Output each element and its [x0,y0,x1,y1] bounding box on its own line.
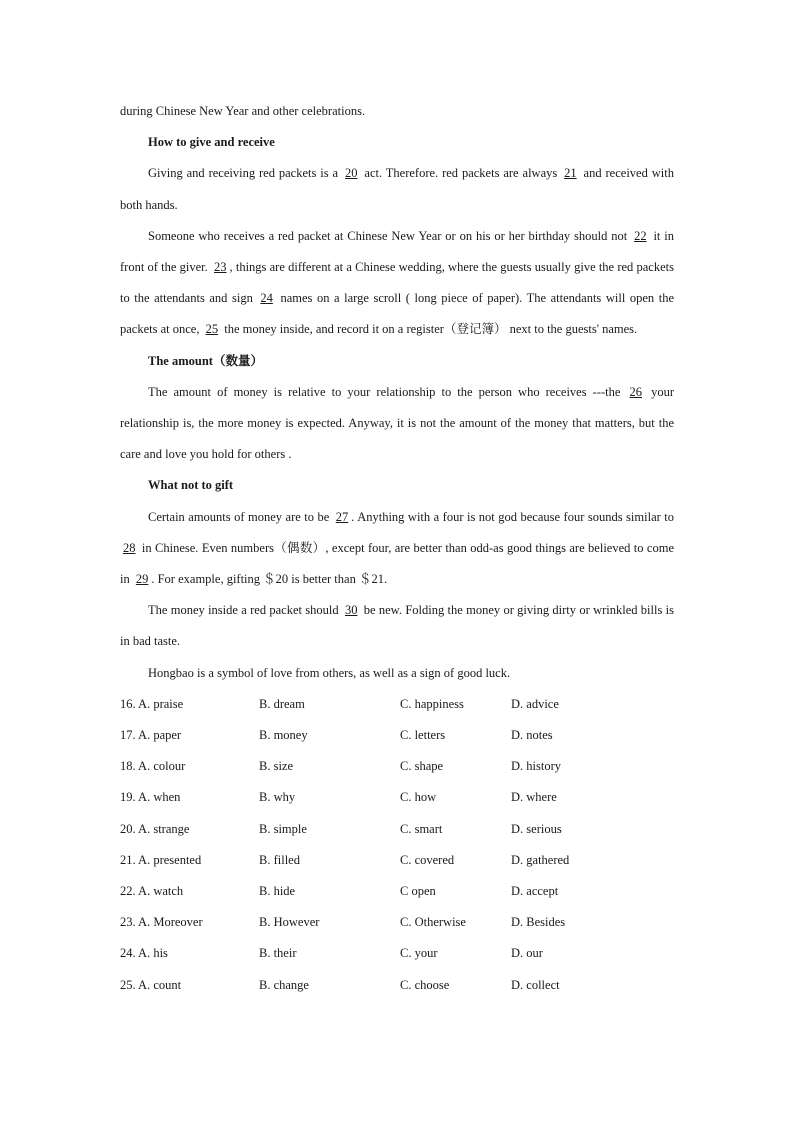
option-row [120,782,674,813]
paragraph-amount: The amount of money is relative to your relationship to the person who receives ---the 26 your relationship is, the more money is expected. Anyway, it is not the amount of the money that matters, but the care and love you hold for others . [120,384,674,462]
option-c: C. how [400,790,437,805]
option-c: C. covered [400,852,455,867]
option-d: D. notes [511,728,553,743]
option-b: B. filled [259,852,300,867]
option-row [120,907,674,938]
option-row [120,814,674,845]
option-row [120,970,674,1001]
blank-28: 28 [123,540,136,555]
option-b: B. simple [259,821,307,836]
option-a: 16. A. praise [120,696,184,711]
option-d: D. accept [511,883,559,898]
option-row [120,720,674,751]
option-c: C. shape [400,759,444,774]
document-page [120,96,674,1001]
option-a: 19. A. when [120,790,181,805]
option-a: 20. A. strange [120,821,190,836]
heading-what-not-to-gift: What not to gift [148,478,234,493]
option-c: C. choose [400,977,450,992]
option-d: D. serious [511,821,562,836]
option-a: 25. A. count [120,977,182,992]
option-b: B. why [259,790,296,805]
option-b: B. However [259,915,320,930]
option-b: B. hide [259,883,296,898]
option-row [120,689,674,720]
option-row [120,876,674,907]
blank-21: 21 [564,166,577,181]
option-c: C. smart [400,821,443,836]
option-row [120,845,674,876]
option-d: D. gathered [511,852,570,867]
option-b: B. size [259,759,294,774]
paragraph-conclusion: Hongbao is a symbol of love from others, as well as a sign of good luck. [148,665,511,680]
option-b: B. change [259,977,309,992]
option-c: C. your [400,946,438,961]
option-d: D. Besides [511,915,566,930]
paragraph-giving: Giving and receiving red packets is a 20 act. Therefore. red packets are always 21 and received with both hands. [120,166,674,212]
option-a: 18. A. colour [120,759,186,774]
option-d: D. advice [511,696,559,711]
option-d: D. collect [511,977,560,992]
option-c: C. happiness [400,696,464,711]
option-row [120,938,674,969]
option-a: 23. A. Moreover [120,915,203,930]
blank-29: 29 [135,572,149,587]
blank-25: 25 [205,322,219,337]
answer-options [120,689,674,1001]
option-c: C open [400,883,436,898]
blank-23: 23 [214,260,227,275]
paragraph-new-money: The money inside a red packet should 30 be new. Folding the money or giving dirty or wrinkled bills is in bad taste. [120,603,674,649]
heading-amount: The amount（数量） [148,353,263,368]
blank-30: 30 [344,603,358,618]
paragraph-receiving: Someone who receives a red packet at Chinese New Year or on his or her birthday should not 22 it in front of the giver. 23 , things are different at a Chinese wedding, where the guests usually give the red packets to the attendants and sign 24 names on a large scroll ( long piece of paper). The attendants will open the packets at once, 25 the money inside, and record it on a register（登记簿） next to the guests' names. [120,228,675,337]
option-b: B. dream [259,696,305,711]
option-a: 21. A. presented [120,852,202,867]
blank-26: 26 [629,384,642,399]
blank-20: 20 [344,166,358,181]
option-a: 17. A. paper [120,728,182,743]
option-c: C. Otherwise [400,915,466,930]
option-d: D. our [511,946,543,961]
paragraph-not-to-gift: Certain amounts of money are to be 27 . Anything with a four is not god because four sounds similar to 28 in Chinese. Even numbers（偶数）, except four, are better than odd-as good things are believed to come in 29 . For example, gifting ＄20 is better than ＄21. [120,509,674,587]
blank-22: 22 [634,228,647,243]
heading-how-to-give: How to give and receive [148,135,275,150]
option-a: 22. A. watch [120,883,184,898]
paragraph-intro: during Chinese New Year and other celebrations. [120,104,366,118]
option-d: D. where [511,790,557,805]
blank-24: 24 [260,291,273,306]
option-row [120,751,674,782]
option-b: B. money [259,728,308,743]
option-d: D. history [511,759,561,774]
option-a: 24. A. his [120,946,168,961]
option-b: B. their [259,946,297,961]
blank-27: 27 [335,509,349,524]
option-c: C. letters [400,728,446,743]
